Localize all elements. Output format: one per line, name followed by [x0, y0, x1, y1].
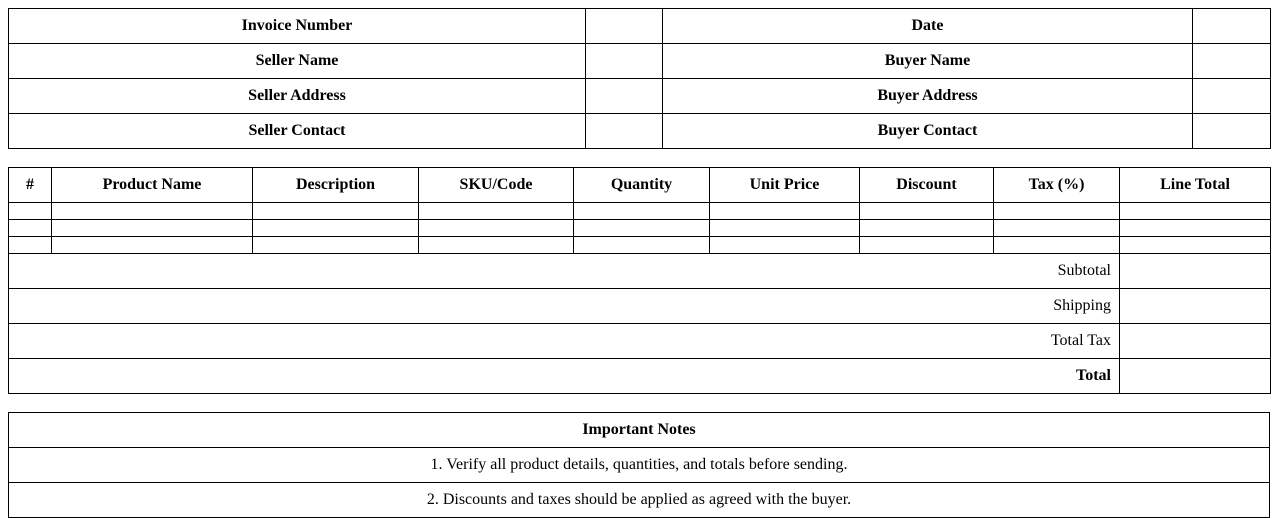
- item-cell[interactable]: [419, 237, 574, 254]
- item-cell[interactable]: [1120, 237, 1271, 254]
- date-label: Date: [663, 9, 1193, 44]
- subtotal-row: [9, 254, 1271, 289]
- subtotal-value[interactable]: [1120, 254, 1271, 289]
- subtotal-label: Subtotal: [9, 254, 1120, 289]
- item-cell[interactable]: [710, 237, 860, 254]
- column-header-sku: SKU/Code: [419, 168, 574, 203]
- seller-address-value[interactable]: [586, 79, 663, 114]
- address-row: [9, 79, 1271, 114]
- list-item: [9, 448, 1270, 483]
- item-cell[interactable]: [419, 220, 574, 237]
- item-cell[interactable]: [710, 203, 860, 220]
- item-cell[interactable]: [419, 203, 574, 220]
- item-cell[interactable]: [860, 220, 994, 237]
- item-cell[interactable]: [860, 203, 994, 220]
- name-row: [9, 44, 1271, 79]
- item-cell[interactable]: [1120, 220, 1271, 237]
- invoice-number-value[interactable]: [586, 9, 663, 44]
- seller-name-label: Seller Name: [9, 44, 586, 79]
- note-item: 2. Discounts and taxes should be applied as agreed with the buyer.: [9, 483, 1270, 518]
- note-item: 1. Verify all product details, quantities, and totals before sending.: [9, 448, 1270, 483]
- table-row: [9, 220, 1271, 237]
- seller-address-label: Seller Address: [9, 79, 586, 114]
- item-cell[interactable]: [994, 237, 1120, 254]
- total-tax-label: Total Tax: [9, 324, 1120, 359]
- invoice-number-row: [9, 9, 1271, 44]
- table-row: [9, 203, 1271, 220]
- column-header-discount: Discount: [860, 168, 994, 203]
- table-row: [9, 237, 1271, 254]
- list-item: [9, 483, 1270, 518]
- item-cell[interactable]: [253, 203, 419, 220]
- column-header-tax: Tax (%): [994, 168, 1120, 203]
- item-cell[interactable]: [994, 203, 1120, 220]
- total-tax-value[interactable]: [1120, 324, 1271, 359]
- column-header-quantity: Quantity: [574, 168, 710, 203]
- column-header-line-total: Line Total: [1120, 168, 1271, 203]
- buyer-contact-label: Buyer Contact: [663, 114, 1193, 149]
- item-cell[interactable]: [994, 220, 1120, 237]
- shipping-label: Shipping: [9, 289, 1120, 324]
- column-header-number: #: [9, 168, 52, 203]
- item-cell[interactable]: [253, 220, 419, 237]
- column-header-unit-price: Unit Price: [710, 168, 860, 203]
- item-cell[interactable]: [9, 203, 52, 220]
- item-cell[interactable]: [52, 220, 253, 237]
- items-header-row: [9, 168, 1271, 203]
- item-cell[interactable]: [52, 203, 253, 220]
- item-cell[interactable]: [574, 220, 710, 237]
- item-cell[interactable]: [860, 237, 994, 254]
- buyer-address-label: Buyer Address: [663, 79, 1193, 114]
- column-header-product-name: Product Name: [52, 168, 253, 203]
- seller-name-value[interactable]: [586, 44, 663, 79]
- contact-row: [9, 114, 1271, 149]
- notes-title: Important Notes: [9, 413, 1270, 448]
- total-value[interactable]: [1120, 359, 1271, 394]
- total-tax-row: [9, 324, 1271, 359]
- buyer-address-value[interactable]: [1193, 79, 1271, 114]
- column-header-description: Description: [253, 168, 419, 203]
- buyer-name-label: Buyer Name: [663, 44, 1193, 79]
- item-cell[interactable]: [574, 203, 710, 220]
- notes-header-row: [9, 413, 1270, 448]
- item-cell[interactable]: [1120, 203, 1271, 220]
- seller-contact-value[interactable]: [586, 114, 663, 149]
- invoice-number-label: Invoice Number: [9, 9, 586, 44]
- item-cell[interactable]: [9, 237, 52, 254]
- buyer-contact-value[interactable]: [1193, 114, 1271, 149]
- seller-contact-label: Seller Contact: [9, 114, 586, 149]
- date-value[interactable]: [1193, 9, 1271, 44]
- item-cell[interactable]: [52, 237, 253, 254]
- item-cell[interactable]: [710, 220, 860, 237]
- item-cell[interactable]: [574, 237, 710, 254]
- shipping-value[interactable]: [1120, 289, 1271, 324]
- total-label: Total: [9, 359, 1120, 394]
- item-cell[interactable]: [9, 220, 52, 237]
- important-notes-table: [8, 412, 1270, 518]
- invoice-info-table: [8, 8, 1271, 149]
- line-items-table: [8, 167, 1271, 394]
- shipping-row: [9, 289, 1271, 324]
- total-row: [9, 359, 1271, 394]
- item-cell[interactable]: [253, 237, 419, 254]
- buyer-name-value[interactable]: [1193, 44, 1271, 79]
